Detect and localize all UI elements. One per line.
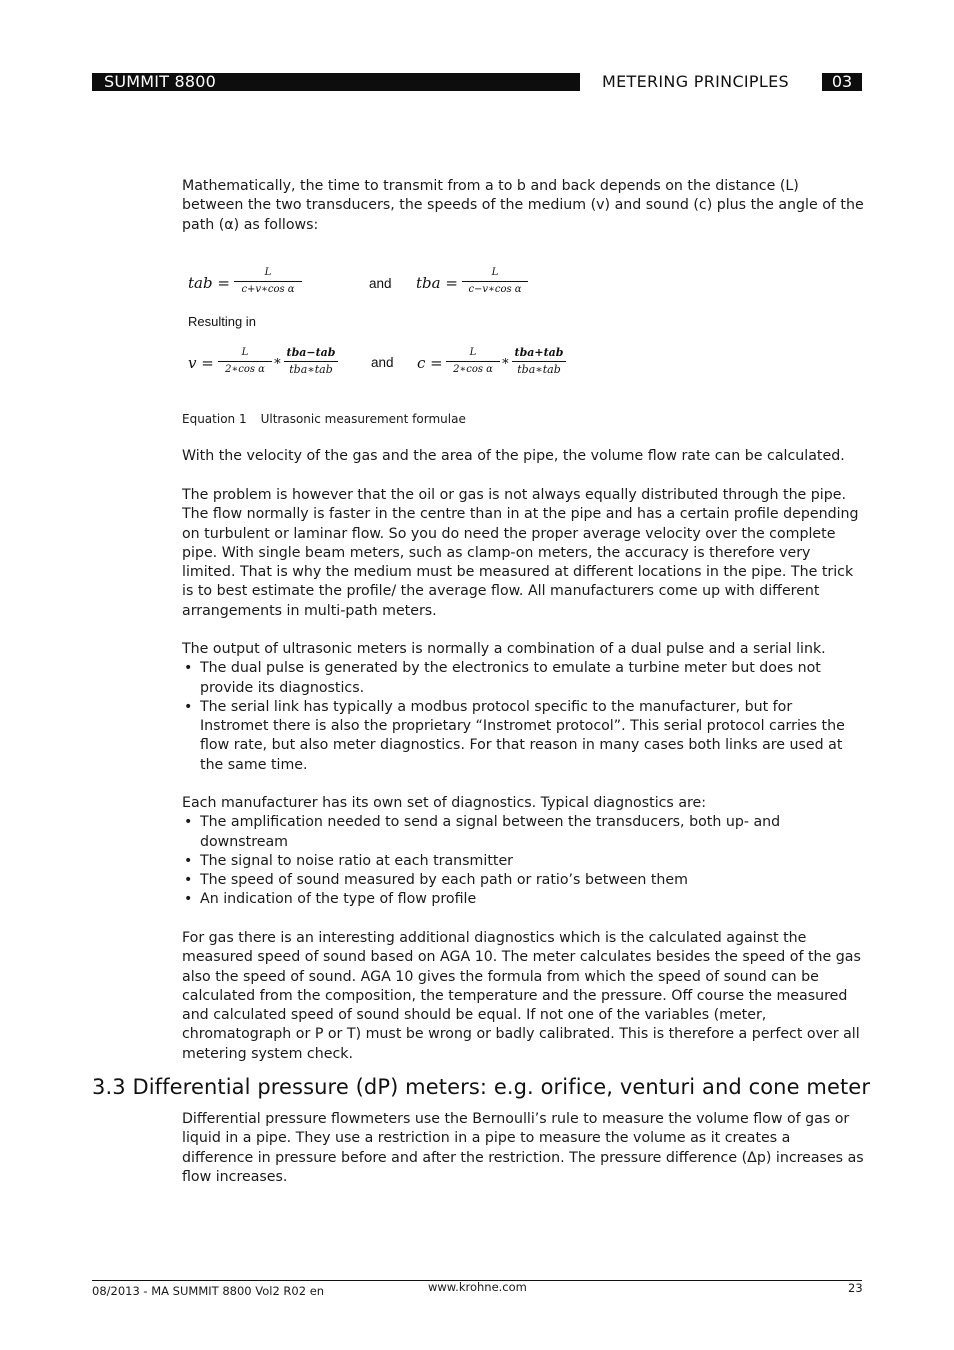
- header-chapter-title: METERING PRINCIPLES: [602, 72, 789, 91]
- list-item: • The signal to noise ratio at each transmitter: [182, 852, 864, 871]
- eq-v-num: L: [241, 347, 249, 358]
- eq-v-fraction-1: [218, 346, 272, 377]
- intro-paragraph: Mathematically, the time to transmit from a to b and back depends on the distance (L) between the two transducers, the speeds of the medium (v) and sound (c) plus the angle of the path (α) as follows:: [182, 178, 864, 233]
- eq-tab-fraction: [234, 266, 302, 297]
- output-section: [182, 640, 864, 775]
- eq-v-den: 2∗cos α: [225, 364, 265, 375]
- list-item: • The speed of sound measured by each path or ratio’s between them: [182, 871, 864, 890]
- eq-and-2: and: [371, 355, 394, 370]
- caption-label: Equation 1: [182, 412, 247, 426]
- eq-v-times: ∗: [273, 354, 282, 369]
- list-item: • An indication of the type of flow profile: [182, 890, 864, 909]
- eq-resulting-label: Resulting in: [188, 314, 256, 329]
- eq-tba-fraction: [462, 266, 528, 297]
- equation-caption: [182, 412, 466, 426]
- section-paragraph: Differential pressure flowmeters use the Bernoulli’s rule to measure the volume flow of gas or liquid in a pipe. They use a restriction in a pipe to measure the volume as it creates a difference in pressure before and after the restriction. The pressure difference (Δp) increases as flow increases.: [182, 1111, 864, 1185]
- caption-text: Ultrasonic measurement formulae: [260, 412, 466, 426]
- output-paragraph: The output of ultrasonic meters is normally a combination of a dual pulse and a serial link.: [182, 641, 826, 657]
- output-bullet-list: [182, 659, 864, 775]
- eq-and-1: and: [369, 276, 392, 291]
- eq-v-lhs: v =: [188, 354, 214, 372]
- diagnostics-bullet-list: [182, 813, 864, 909]
- eq-v-den2: tba∗tab: [289, 363, 333, 376]
- list-item: • The serial link has typically a modbus protocol specific to the manufacturer, but for Instromet there is also the proprietary “Instromet protocol”. This serial protocol carries the flow rate, but also meter diagnostics. For that reason in many cases both links are used at the same time.: [182, 698, 864, 775]
- eq-v-num2: tba−tab: [286, 346, 336, 359]
- footer-website-link[interactable]: www.krohne.com: [428, 1280, 527, 1294]
- eq-tab-lhs: tab =: [188, 274, 230, 292]
- header-product: SUMMIT 8800: [92, 73, 580, 91]
- list-item: • The amplification needed to send a signal between the transducers, both up- and downstream: [182, 813, 864, 852]
- eq-tba-lhs: tba =: [416, 274, 458, 292]
- eq-tba-den: c−v∗cos α: [468, 284, 522, 295]
- eq-v-fraction-2: [284, 346, 338, 377]
- eq-c-times: ∗: [501, 354, 510, 369]
- velocity-paragraph: With the velocity of the gas and the area of the pipe, the volume flow rate can be calculated.: [182, 448, 845, 464]
- problem-paragraph: The problem is however that the oil or gas is not always equally distributed through the pipe. The flow normally is faster in the centre than in at the pipe and has a certain profile depending on turbulent or laminar flow. So you do need the proper average velocity over the complete pipe. With single beam meters, such as clamp-on meters, the accuracy is therefore very limited. That is why the medium must be measured at different locations in the pipe. The trick is to best estimate the profile/ the average flow. All manufacturers come up with different arrangements in multi-path meters.: [182, 487, 859, 619]
- eq-c-fraction-1: [446, 346, 500, 377]
- footer-doc-id: 08/2013 - MA SUMMIT 8800 Vol2 R02 en: [92, 1284, 325, 1298]
- eq-c-lhs: c =: [417, 354, 443, 372]
- section-title: 3.3 Differential pressure (dP) meters: e.g. orifice, venturi and cone meter: [92, 1075, 871, 1099]
- eq-c-fraction-2: [512, 346, 566, 377]
- gas-paragraph: For gas there is an interesting additional diagnostics which is the calculated against the measured speed of sound based on AGA 10. The meter calculates besides the speed of the gas also the speed of sound. AGA 10 gives the formula from which the speed of sound can be calculated from the composition, the temperature and the pressure. Off course the measured and calculated speed of sound should be equal. If not one of the variables (meter, chromatograph or P or T) must be wrong or badly calibrated. This is therefore a perfect over all metering system check.: [182, 930, 861, 1062]
- eq-c-num2: tba+tab: [514, 346, 564, 359]
- eq-c-den: 2∗cos α: [453, 364, 493, 375]
- eq-c-den2: tba∗tab: [517, 363, 561, 376]
- eq-tab-den: c+v∗cos α: [241, 284, 295, 295]
- eq-c-num: L: [469, 347, 477, 358]
- footer-page-number: 23: [848, 1281, 863, 1295]
- eq-tab-num: L: [264, 267, 272, 278]
- diagnostics-paragraph: Each manufacturer has its own set of diagnostics. Typical diagnostics are:: [182, 795, 707, 811]
- list-item: • The dual pulse is generated by the electronics to emulate a turbine meter but does not provide its diagnostics.: [182, 659, 864, 698]
- eq-tba-num: L: [491, 267, 499, 278]
- diagnostics-section: [182, 794, 864, 910]
- header-chapter-number: 03: [822, 73, 862, 91]
